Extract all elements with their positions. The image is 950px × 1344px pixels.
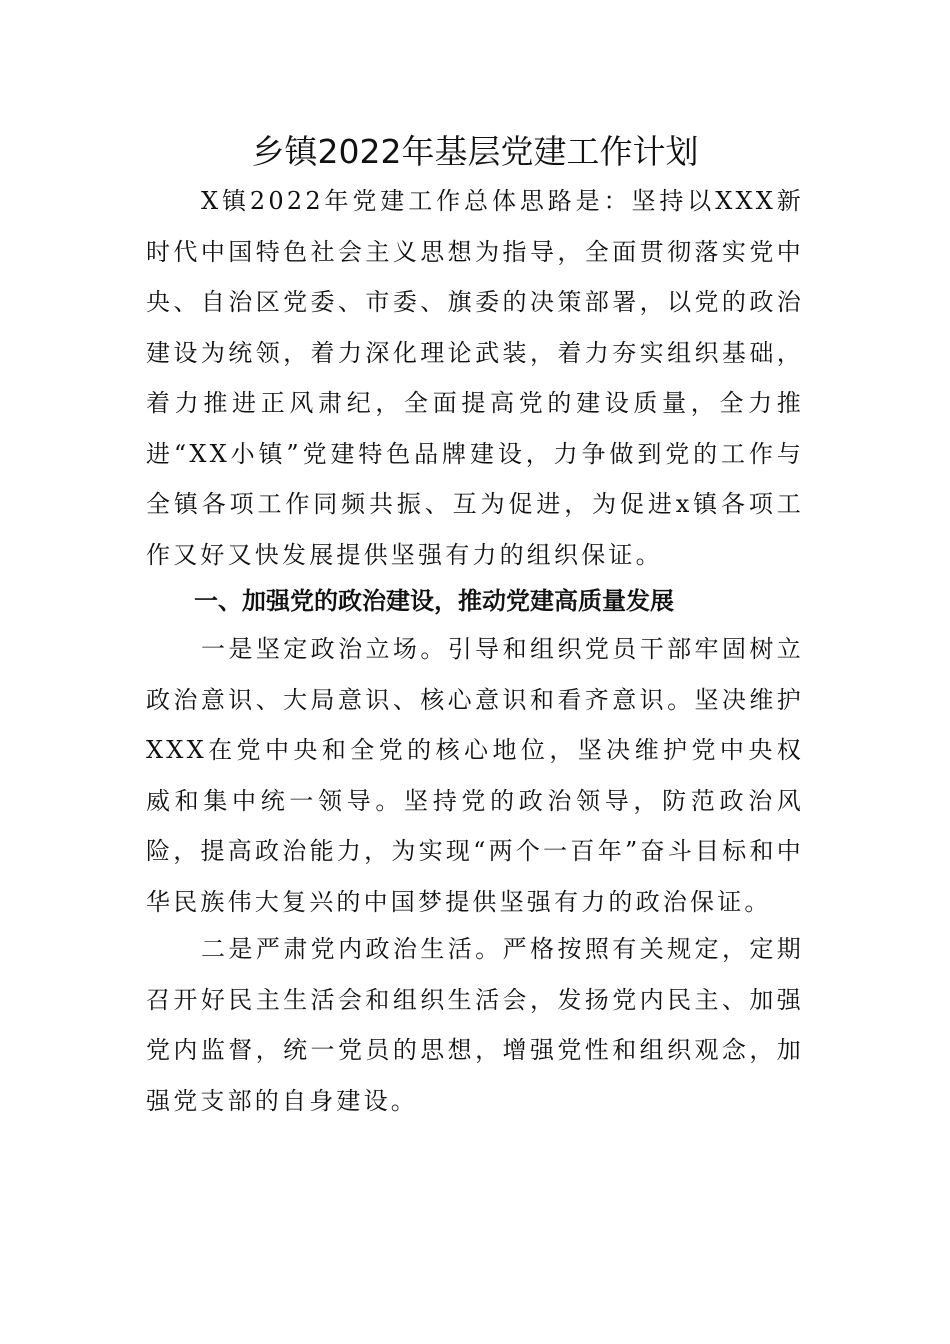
section-heading: 一、加强党的政治建设，推动党建高质量发展 — [194, 587, 674, 615]
document-title: 乡镇2022年基层党建工作计划 — [251, 132, 699, 171]
intro-paragraph: X镇2022年党建工作总体思路是：坚持以XXX新时代中国特色社会主义思想为指导，全面贯彻落实党中央、自治区党委、市委、旗委的决策部署，以党的政治建设为统领，着力深化理论武装，着力夯实组织基础，着力推进正风肃纪，全面提高党的建设质量，全力推进“XX小镇”党建特色品牌建设，力争做到党的工作与全镇各项工作同频共振、互为促进，为促进x镇各项工作又好又快发展提供坚强有力的组织保证。 — [146, 187, 804, 569]
section-paragraph-2: 二是严肃党内政治生活。严格按照有关规定，定期召开好民主生活会和组织生活会，发扬党内民主、加强党内监督，统一党员的思想，增强党性和组织观念，加强党支部的自身建设。 — [146, 935, 804, 1115]
section-paragraph-1: 一是坚定政治立场。引导和组织党员干部牢固树立政治意识、大局意识、核心意识和看齐意识。坚决维护XXX在党中央和全党的核心地位，坚决维护党中央权威和集中统一领导。坚持党的政治领导，防范政治风险，提高政治能力，为实现“两个一百年”奋斗目标和中华民族伟大复兴的中国梦提供坚强有力的政治保证。 — [146, 635, 804, 916]
